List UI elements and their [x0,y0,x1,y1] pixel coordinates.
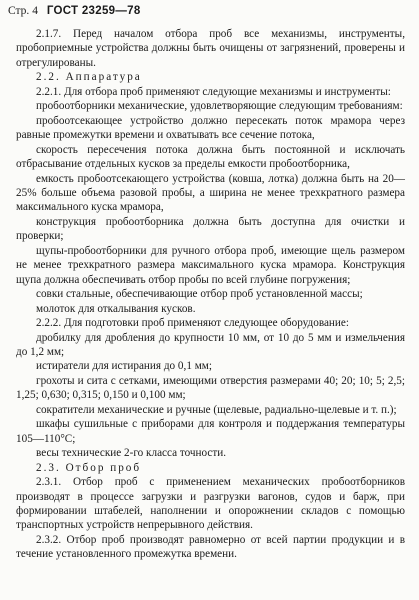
list-item-mechanical-samplers: пробоотборники механические, удовлетворяющие следующим требованиям: [36,100,403,113]
requirement-cutter-device: пробоотсекающее устройство должно пересекать поток мрамора через равные промежутки времени и охватывать все сечение потока, [16,114,405,142]
paragraph-2-3-2: 2.3.2. Отбор проб производят равномерно от всей партии продукции и в течение установленного промежутка времени. [16,533,405,561]
standard-number: ГОСТ 23259—78 [46,5,141,17]
section-heading-sampling: 2.3. Отбор проб [36,461,142,474]
page-number: 4 [32,5,38,17]
list-item-grinders: истиратели для истирания до 0,1 мм; [36,360,212,373]
list-item-scoops: совки стальные, обеспечивающие отбор проб установленной массы; [36,288,363,301]
paragraph-2-1-7: 2.1.7. Перед началом отбора проб все механизмы, инструменты, пробоприемные устройства должны быть очищены от загрязнений, проверены и отрегулированы. [16,28,405,69]
list-item-scales: весы технические 2-го класса точности. [36,447,227,460]
list-item-dividers: сократители механические и ручные (щелевые, радиально-щелевые и т. п.); [36,403,397,416]
list-item-drying-cabinets: шкафы сушильные с приборами для контроля и поддержания температуры 105—110°С; [16,418,405,445]
paragraph-2-2-2: 2.2.2. Для подготовки проб применяют следующее оборудование: [36,317,349,330]
requirement-capacity: емкость пробоотсекающего устройства (ковша, лотка) должна быть на 20—25% больше объема разовой пробы, а ширина не менее трехкратного размера максимального куска мрамора, [16,172,405,214]
paragraph-2-3-1: 2.3.1. Отбор проб с применением механических пробоотборников производят в процессе загрузки и разгрузки вагонов, судов и барж, при формировании штабелей, наполнении и опорожнении складов с помощью транспортных устройств непрерывного действия. [16,476,405,532]
page-header [8,5,141,17]
requirement-crossing-speed: скорость пересечения потока должна быть постоянной и исключать отбрасывание отдельных кусков за пределы емкости пробоотборника, [16,143,405,171]
requirement-construction: конструкция пробоотборника должна быть доступна для очистки и проверки; [16,215,405,243]
list-item-sieves: грохоты и сита с сетками, имеющими отверстия размерами 40; 20; 10; 5; 2,5; 1,25; 0,630; 0,315; 0,150 и 0,100 мм; [16,374,405,402]
paragraph-2-2-1: 2.2.1. Для отбора проб применяют следующие механизмы и инструменты: [36,85,391,98]
list-item-hammer: молоток для откалывания кусков. [36,302,196,315]
list-item-crusher: дробилку для дробления до крупности 10 мм, от 10 до 5 мм и измельчения до 1,2 мм; [16,331,405,358]
document-body [16,27,405,562]
page-label: Стр. [8,5,30,17]
section-heading-apparatus: 2.2. Аппаратура [36,71,142,84]
list-item-probes: щупы-пробоотборники для ручного отбора проб, имеющие щель размером не менее трехкратного размера максимального куска мрамора. Конструкция щупа должна обеспечивать отбор пробы по всей глубине погружения; [16,244,405,286]
